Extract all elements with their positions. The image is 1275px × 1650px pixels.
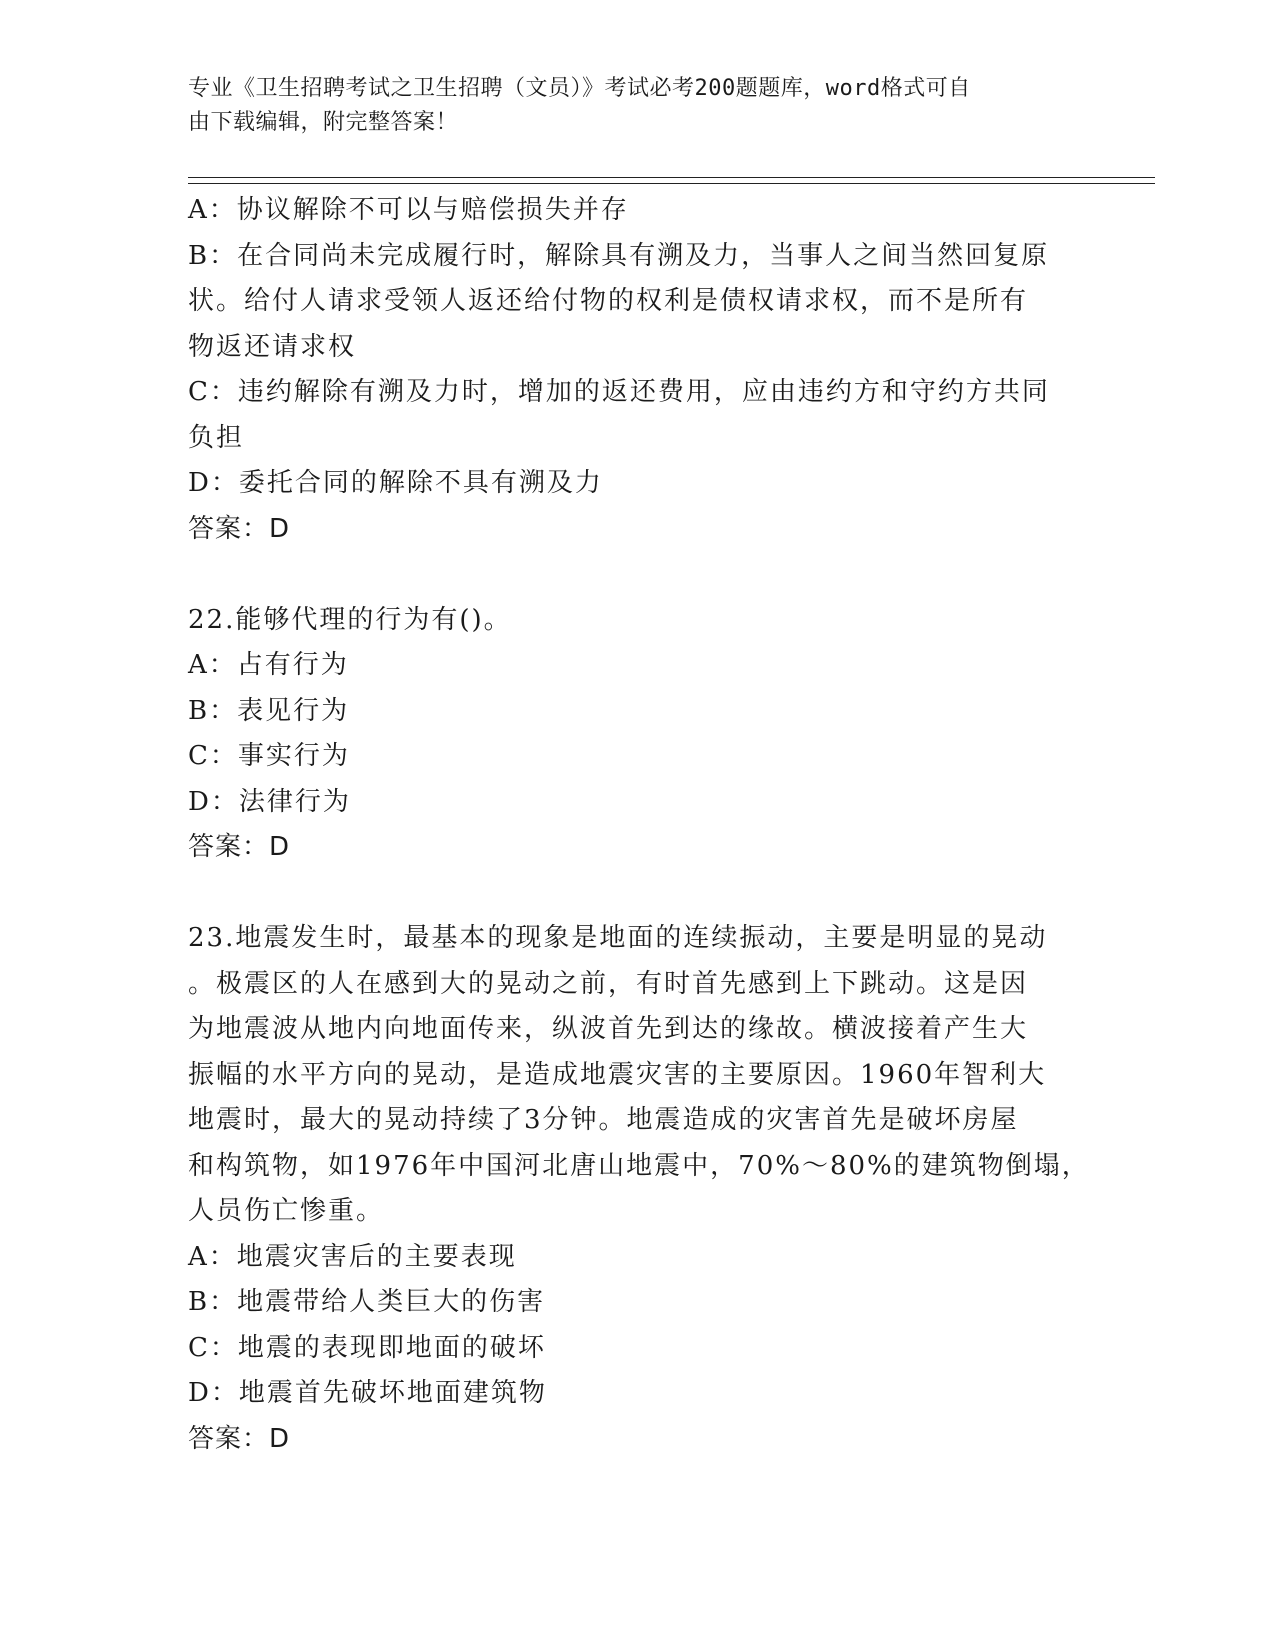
question-line: 人员伤亡惨重。: [188, 1196, 385, 1226]
question-line: 和构筑物，如1976年中国河北唐山地震中，70%～80%的建筑物倒塌，: [188, 1150, 1090, 1181]
option-c: [188, 1326, 1088, 1372]
document-header: [188, 72, 1068, 140]
header-line-2: 由下载编辑，附完整答案！: [188, 110, 459, 135]
option-d: [188, 1371, 1088, 1417]
question-23: [188, 916, 1088, 1462]
option-line: C：事实行为: [188, 741, 350, 771]
option-line: 负担: [188, 422, 245, 453]
option-line: A：占有行为: [188, 650, 349, 680]
answer-label: 答案：D: [188, 513, 291, 544]
option-line: C：地震的表现即地面的破坏: [188, 1332, 546, 1363]
option-line: 状。给付人请求受领人返还给付物的权利是债权请求权，而不是所有: [188, 286, 1029, 316]
header-rule-top: [188, 177, 1155, 178]
document-body: [188, 188, 1088, 1462]
question-text: 22.能够代理的行为有()。: [188, 604, 512, 635]
option-c: [188, 734, 1088, 780]
option-line: 物返还请求权: [188, 331, 357, 362]
option-line: D：委托合同的解除不具有溯及力: [188, 468, 603, 498]
question-line: 振幅的水平方向的晃动，是造成地震灾害的主要原因。1960年智利大: [188, 1059, 1047, 1090]
option-b: [188, 1280, 1088, 1326]
option-line: A：协议解除不可以与赔偿损失并存: [188, 195, 629, 225]
question-line: 23.地震发生时，最基本的现象是地面的连续振动，主要是明显的晃动: [188, 923, 1048, 953]
option-line: B：在合同尚未完成履行时，解除具有溯及力，当事人之间当然回复原: [188, 240, 1050, 271]
question-line: 地震时，最大的晃动持续了3分钟。地震造成的灾害首先是破坏房屋: [188, 1105, 1019, 1135]
option-line: D：地震首先破坏地面建筑物: [188, 1378, 547, 1408]
option-c: [188, 370, 1088, 461]
header-line-1: 专业《卫生招聘考试之卫生招聘（文员）》考试必考200题题库，word格式可自: [188, 76, 971, 101]
answer-label: 答案：D: [188, 1423, 291, 1454]
question-21: [188, 188, 1088, 552]
option-line: B：地震带给人类巨大的伤害: [188, 1287, 546, 1317]
question-line: 为地震波从地内向地面传来，纵波首先到达的缘故。横波接着产生大: [188, 1014, 1029, 1044]
option-line: B：表见行为: [188, 695, 350, 726]
question-text: [188, 916, 1088, 1235]
option-line: D：法律行为: [188, 786, 351, 817]
option-line: A：地震灾害后的主要表现: [188, 1241, 517, 1272]
question-line: 。极震区的人在感到大的晃动之前，有时首先感到上下跳动。这是因: [188, 968, 1029, 999]
option-b: [188, 689, 1088, 735]
header-rule-bottom: [188, 183, 1155, 184]
option-line: C：违约解除有溯及力时，增加的返还费用，应由违约方和守约方共同: [188, 377, 1050, 407]
question-22: [188, 598, 1088, 871]
option-a: [188, 643, 1088, 689]
option-a: [188, 188, 1088, 234]
option-d: [188, 461, 1088, 507]
spacer: [188, 552, 1088, 598]
answer-label: 答案：D: [188, 832, 291, 862]
option-b: [188, 234, 1088, 371]
spacer: [188, 871, 1088, 917]
option-a: [188, 1235, 1088, 1281]
option-d: [188, 780, 1088, 826]
